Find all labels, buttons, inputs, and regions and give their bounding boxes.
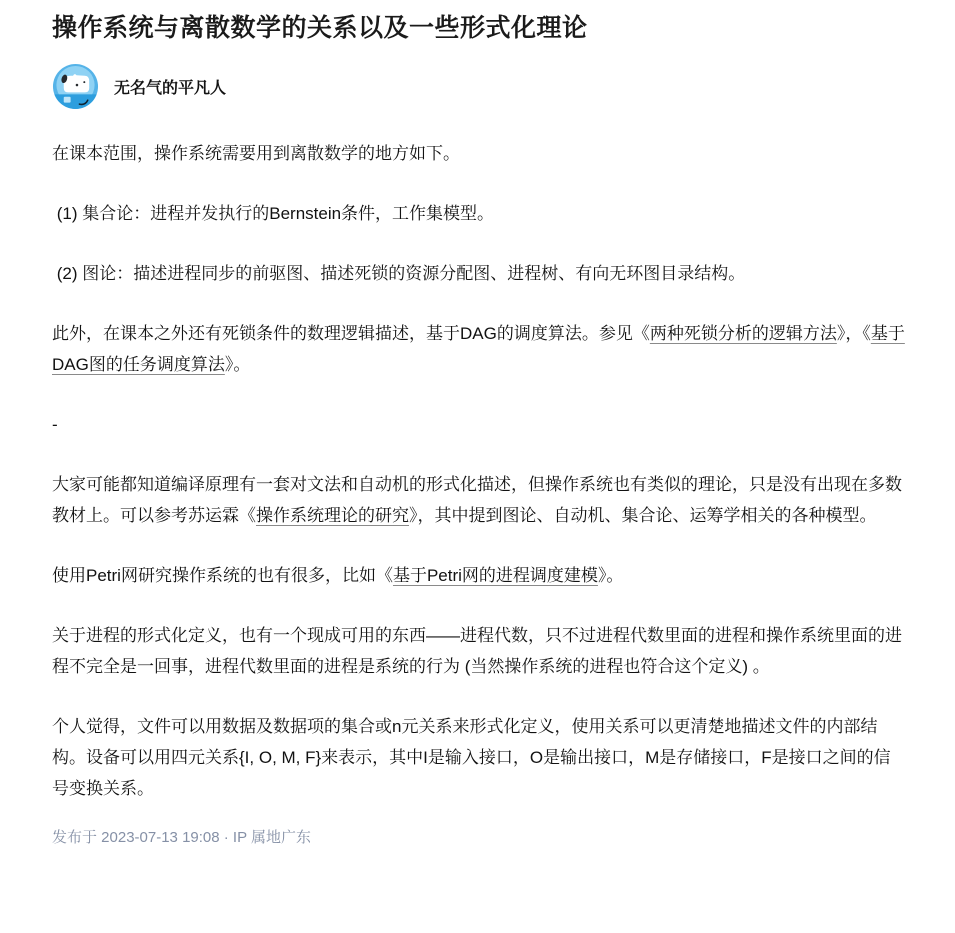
inline-link[interactable]: 操作系统理论的研究: [256, 506, 409, 525]
paragraph: [52, 138, 905, 169]
publish-meta: 发布于 2023-07-13 19:08 · IP 属地广东: [52, 829, 311, 846]
text-segment: 》，《: [836, 324, 871, 343]
paragraph: [52, 620, 905, 682]
author-avatar[interactable]: [52, 63, 99, 110]
text-segment: 此外，在课本之外还有死锁条件的数理逻辑描述，基于DAG的调度算法。参见《: [52, 324, 650, 343]
text-segment: 使用Petri网研究操作系统的也有很多，比如《: [52, 566, 393, 585]
text-segment: (1) 集合论：进程并发执行的Bernstein条件，工作集模型。: [52, 204, 495, 223]
text-segment: (2) 图论：描述进程同步的前驱图、描述死锁的资源分配图、进程树、有向无环图目录结构。: [52, 264, 746, 283]
inline-link[interactable]: 两种死锁分析的逻辑方法: [649, 324, 837, 343]
page-title: 操作系统与离散数学的关系以及一些形式化理论: [52, 14, 588, 42]
paragraph: [52, 469, 905, 531]
paragraph: [52, 409, 905, 440]
blue-dog-avatar-icon: [52, 97, 99, 110]
text-segment: 》，其中提到图论、自动机、集合论、运筹学相关的各种模型。: [409, 506, 877, 525]
text-segment: 》。: [597, 566, 624, 585]
inline-link[interactable]: 基于Petri网的进程调度建模: [392, 566, 598, 585]
paragraph: [52, 198, 905, 229]
text-segment: 大家可能都知道编译原理有一套对文法和自动机的形式化描述，但操作系统也有类似的理论，只是没有出现在多数教材上。可以参考苏运霖《: [52, 475, 902, 525]
text-segment: 关于进程的形式化定义，也有一个现成可用的东西——进程代数，只不过进程代数里面的进程和操作系统里面的进程不完全是一回事，进程代数里面的进程是系统的行为 (当然操作系统的进程也符合这个定义) 。: [52, 626, 902, 676]
article-body: [52, 138, 905, 804]
text-segment: -: [52, 415, 58, 434]
paragraph: [52, 711, 905, 804]
paragraph: [52, 560, 905, 591]
paragraph: [52, 318, 905, 380]
paragraph: [52, 258, 905, 289]
text-segment: 》。: [224, 355, 251, 374]
author-name[interactable]: 无名气的平凡人: [114, 80, 227, 97]
text-segment: 在课本范围，操作系统需要用到离散数学的地方如下。: [52, 144, 460, 163]
text-segment: 个人觉得，文件可以用数据及数据项的集合或n元关系来形式化定义，使用关系可以更清楚地描述文件的内部结构。设备可以用四元关系{I, O, M, F}来表示，其中I是输入接口，O是输出接口，M是存储接口，F是接口之间的信号变换关系。: [52, 717, 891, 798]
inline-link[interactable]: 基于DAG图的任务调度算法: [52, 324, 905, 374]
author-row: [52, 63, 905, 110]
